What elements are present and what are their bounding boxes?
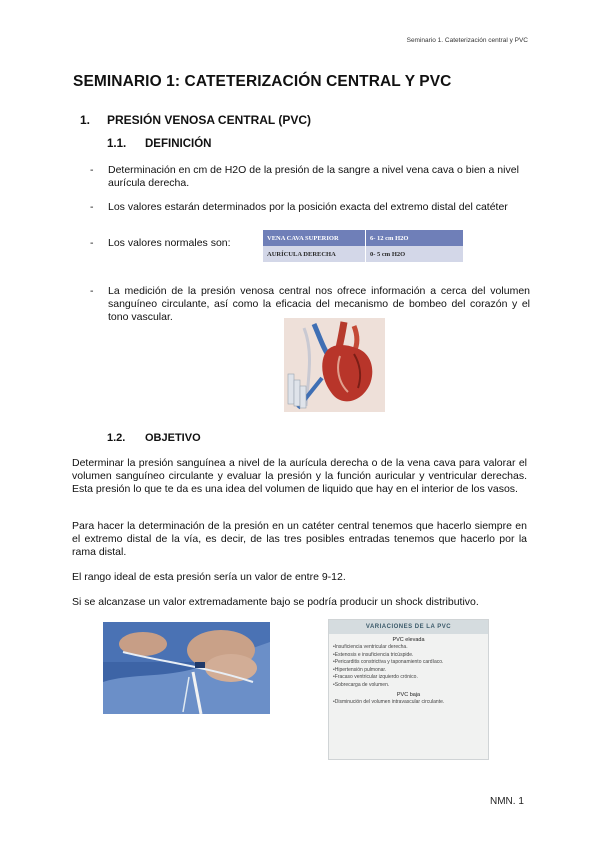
heart-icon: [284, 318, 385, 412]
normal-values-table: [263, 230, 463, 262]
bullet-text: La medición de la presión venosa central nos ofrece información a cerca del volumen sanguíneo circulante, así como la eficacia del mecanismo de bombeo del corazón y el tono vascular.: [108, 285, 530, 323]
paragraph: El rango ideal de esta presión sería un valor de entre 9-12.: [72, 571, 346, 583]
bullet-text: Determinación en cm de H2O de la presión de la sangre a nivel vena cava o bien a nivel aurícula derecha.: [108, 164, 519, 189]
list-item: • Sobrecarga de volumen.: [333, 682, 488, 690]
list-item: • Insuficiencia ventricular derecha.: [333, 644, 488, 652]
subsection-title: OBJETIVO: [145, 432, 201, 444]
table-cell-value: 6- 12 cm H2O: [366, 230, 464, 246]
paragraph: Si se alcanzase un valor extremadamente bajo se podría producir un shock distributivo.: [72, 596, 479, 608]
bullet-dash: -: [90, 237, 94, 249]
subsection-number: 1.1.: [107, 138, 127, 150]
list-item: • Hipertensión pulmonar.: [333, 667, 488, 675]
bullet-item: [90, 201, 530, 214]
table-cell-value: 0- 5 cm H2O: [366, 246, 464, 262]
bullet-text: Los valores normales son:: [108, 237, 231, 249]
section-title: PRESIÓN VENOSA CENTRAL (PVC): [107, 113, 312, 127]
subsection-title: DEFINICIÓN: [145, 138, 212, 150]
heart-catheter-illustration: [284, 318, 385, 412]
list-item: • Pericarditis constrictiva y taponamiento cardíaco.: [333, 659, 488, 667]
table-row: [263, 230, 463, 246]
panel-title: VARIACIONES DE LA PVC: [329, 620, 488, 634]
pvc-variations-panel: [328, 619, 489, 760]
page-title: SEMINARIO 1: CATETERIZACIÓN CENTRAL Y PVC: [73, 73, 452, 90]
panel-subheading-high: PVC elevada: [392, 637, 425, 643]
table-cell-site: VENA CAVA SUPERIOR: [263, 230, 366, 246]
panel-list-low: [333, 699, 488, 707]
list-item: • Estenosis e insuficiencia tricúspide.: [333, 652, 488, 660]
subsection-number: 1.2.: [107, 432, 126, 444]
paragraph: Para hacer la determinación de la presión en un catéter central tenemos que hacerlo siempre en el extremo distal de la vía, es decir, de las tres posibles entradas tenemos que hacerlo por la rama distal.: [72, 520, 527, 558]
bullet-dash: -: [90, 285, 94, 297]
bullet-dash: -: [90, 201, 94, 213]
subsection-heading-definicion: [107, 138, 211, 150]
photo-icon: [103, 622, 270, 714]
panel-list-high: [333, 644, 488, 689]
bullet-item: [90, 164, 530, 190]
section-number: 1.: [80, 113, 91, 127]
bullet-item: [90, 237, 270, 250]
bullet-text: Los valores estarán determinados por la posición exacta del extremo distal del catéter: [108, 201, 508, 213]
running-header: Seminario 1. Cateterización central y PVC: [406, 37, 528, 44]
table-row: [263, 246, 463, 262]
list-item: • Fracaso ventricular izquierdo crónico.: [333, 674, 488, 682]
bullet-dash: -: [90, 164, 94, 176]
catheter-photo: [103, 622, 270, 714]
list-item: • Disminución del volumen intravascular circulante.: [333, 699, 488, 707]
subsection-heading-objetivo: [107, 432, 201, 444]
table-cell-site: AURÍCULA DERECHA: [263, 246, 366, 262]
section-heading-1: [80, 113, 311, 127]
panel-subheading-low: PVC baja: [396, 692, 421, 698]
paragraph: Determinar la presión sanguínea a nivel de la aurícula derecha o de la vena cava para valorar el volumen sanguíneo circulante y evaluar la presión y la función auricular y ventricular derechas. Esta presión lo que te da es una idea del volumen de liquido que hay en el interior de los vasos.: [72, 457, 527, 495]
page-number: NMN. 1: [490, 796, 524, 807]
